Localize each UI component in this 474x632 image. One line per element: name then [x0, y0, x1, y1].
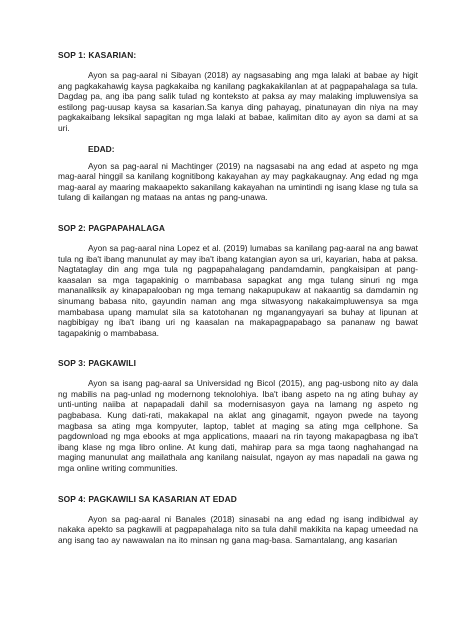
subheading-edad: EDAD: [88, 143, 115, 154]
section-paragraph-sop4: Ayon sa pag-aaral ni Banales (2018) sinasabi na ang edad ng isang indibidwal ay nakaka apekto sa pagkawili at pagpapahalaga nito sa tula dahil makikita na kapag umeedad na ang isang tao ay nawawalan na ito minsan ng gana mag-basa. Samantalang, ang kasarian [58, 513, 418, 545]
section-heading-sop4: SOP 4: PAGKAWILI SA KASARIAN AT EDAD [58, 493, 237, 504]
section-paragraph-sop3: Ayon sa isang pag-aaral sa Universidad ng Bicol (2015), ang pag-usbong nito ay dala ng mabilis na pag-unlad ng modernong teknolohiya. Iba't ibang aspeto na ng ating buhay ay unti-unting naiiba at napapadali dahil sa modernisasyon gaya na lamang ng aspeto ng pagbabasa. Kung dati-rati, makakapal na aklat ang ginagamit, ngayon pwede na tayong magbasa sa ating mga kompyuter, laptop, tablet at maging sa ating mga cellphone. Sa pagdownload ng mga ebooks at mga applications, maaari na rin tayong makapagbasa ng iba't ibang klase ng mga libro online. At kung dati, mahirap para sa mga taong naghahangad na maging manunulat ang mailathala ang kanilang naisulat, ngayon ay mas napadali na gawa ng mga online writing communities. [58, 378, 418, 474]
section-heading-sop1: SOP 1: KASARIAN: [58, 50, 137, 60]
subsection-paragraph-edad: Ayon sa pag-aaral ni Machtinger (2019) na nagsasabi na ang edad at aspeto ng mga mag-aaral hinggil sa kanilang kognitibong kakayahan ay may pagkakaugnay. Ang edad ng mga mag-aaral ay maaring makaapekto sakanilang kakayahan na umintindi ng isang klase ng tula sa tulang di kailangan ng mataas na antas ng pang-unawa. [58, 160, 418, 203]
section-paragraph-sop2: Ayon sa pag-aaral nina Lopez et al. (2019) lumabas sa kanilang pag-aaral na ang bawat tula ng iba't ibang manunulat ay may iba't ibang katangian ayon sa uri, kayarian, haba at paksa. Nagtataglay din ang mga tula ng pagpapahalagang pandamdamin, pangkaisipan at pang-kaasalan sa mga tagapakinig o mambabasa sapagkat ang mga tulang sinuri ng mga mananaliksik ay kinapapalooban ng mga temang nakapupukaw at nakaantig sa damdamin ng sinumang babasa nito, gayundin naman ang mga sitwasyong nakakaimpluwensya sa mga mambabasa upang mamulat sila sa katotohanan ng mganangyayari sa buhay at lipunan at nagbibigay ng iba't ibang uri ng kaasalan na makapagpapabago sa pananaw ng bawat tagapakinig o mambabasa. [58, 242, 418, 338]
section-heading-sop2: SOP 2: PAGPAPAHALAGA [58, 222, 166, 233]
section-paragraph-sop1: Ayon sa pag-aaral ni Sibayan (2018) ay nagsasabing ang mga lalaki at babae ay higit ang pagkakahawig kaysa pagkakaiba ng kanilang pagkakakilanlan at at pagpapahalaga sa tula. Dagdag pa, ang iba pang salik tulad ng konteksto at paksa ay may malaking impluwensiya sa estilong pag-uusap kaysa sa kasarian.Sa kanya ding pahayag, pinatunayan din niya na may pagkakaibang leksikal sapagitan ng mga lalaki at babae, kalimitan dito ay ayon sa dami at sa uri. [58, 70, 418, 133]
section-heading-sop3: SOP 3: PAGKAWILI [58, 358, 137, 369]
